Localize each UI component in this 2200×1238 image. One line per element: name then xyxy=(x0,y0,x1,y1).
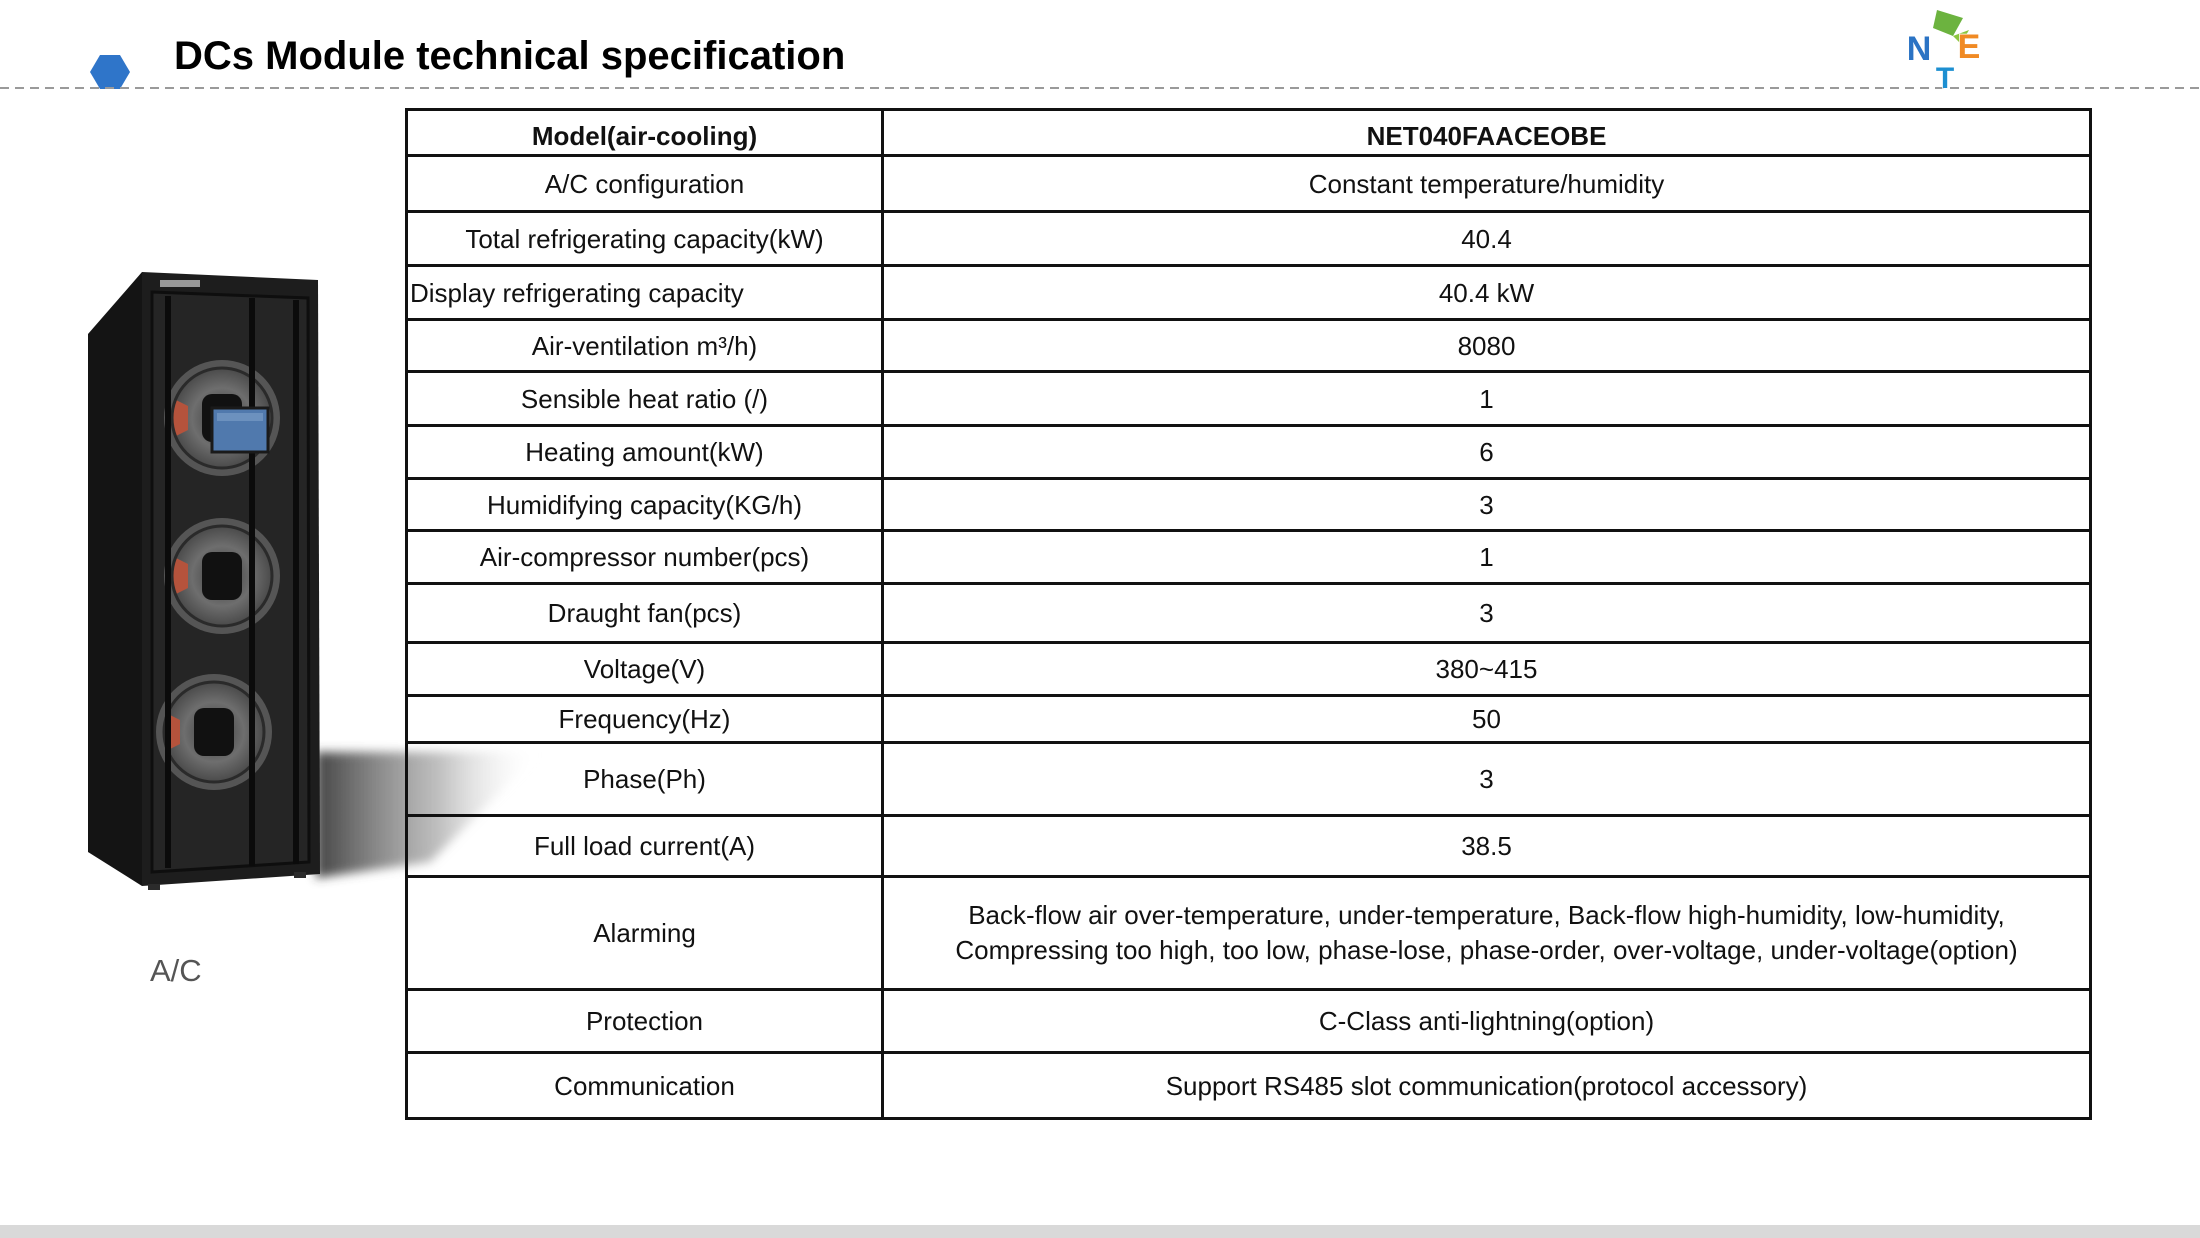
table-row-communication xyxy=(407,1053,2091,1119)
company-logo xyxy=(1895,4,1999,92)
spec-label: Draught fan(pcs) xyxy=(407,584,883,643)
spec-label: Humidifying capacity(KG/h) xyxy=(407,479,883,531)
header-divider xyxy=(0,86,2200,90)
logo-letter-n: N xyxy=(1906,30,1932,68)
image-caption: A/C xyxy=(150,953,202,988)
spec-label: Alarming xyxy=(407,877,883,990)
footer-bar xyxy=(0,1225,2200,1238)
spec-label: Frequency(Hz) xyxy=(407,696,883,743)
table-row-alarming xyxy=(407,877,2091,990)
spec-label: A/C configuration xyxy=(407,156,883,212)
spec-value: 3 xyxy=(883,584,2091,643)
table-row-protection xyxy=(407,990,2091,1053)
page-title: DCs Module technical specification xyxy=(174,34,846,78)
spec-value: 3 xyxy=(883,743,2091,816)
table-row-sensible-heat-ratio xyxy=(407,372,2091,426)
spec-value: Constant temperature/humidity xyxy=(883,156,2091,212)
spec-label: Sensible heat ratio (/) xyxy=(407,372,883,426)
spec-value: 40.4 xyxy=(883,212,2091,266)
table-row-frequency xyxy=(407,696,2091,743)
spec-label: Communication xyxy=(407,1053,883,1119)
spec-label: Heating amount(kW) xyxy=(407,426,883,479)
table-row-display-refrigerating-capacity xyxy=(407,266,2091,320)
spec-value: C-Class anti-lightning(option) xyxy=(883,990,2091,1053)
spec-value: Support RS485 slot communication(protocol accessory) xyxy=(883,1053,2091,1119)
spec-label: Voltage(V) xyxy=(407,643,883,696)
table-row-ac-configuration xyxy=(407,156,2091,212)
table-row-full-load-current xyxy=(407,816,2091,877)
table-row-air-ventilation xyxy=(407,320,2091,372)
table-row-air-compressor-number xyxy=(407,531,2091,584)
spec-value: Back-flow air over-temperature, under-temperature, Back-flow high-humidity, low-humidity, Compressing too high, too low, phase-lose, phase-order, over-voltage, under-voltage(option) xyxy=(883,877,2091,990)
table-header-row xyxy=(407,110,2091,156)
spec-label: Phase(Ph) xyxy=(407,743,883,816)
spec-label: Protection xyxy=(407,990,883,1053)
spec-label: Full load current(A) xyxy=(407,816,883,877)
cabinet-foot xyxy=(148,884,160,890)
spec-value: 380~415 xyxy=(883,643,2091,696)
fan xyxy=(164,518,280,634)
cabinet-side-panel xyxy=(88,272,142,886)
spec-label: Air-ventilation m³/h) xyxy=(407,320,883,372)
spec-label: Display refrigerating capacity xyxy=(407,266,883,320)
spec-table xyxy=(405,108,2092,1120)
table-row-heating-amount xyxy=(407,426,2091,479)
table-row-total-refrigerating-capacity xyxy=(407,212,2091,266)
spec-label: Total refrigerating capacity(kW) xyxy=(407,212,883,266)
brand-plate xyxy=(160,280,200,287)
cabinet-foot xyxy=(294,872,306,878)
logo-letter-e: E xyxy=(1957,28,1981,66)
table-row-humidifying-capacity xyxy=(407,479,2091,531)
spec-value: 38.5 xyxy=(883,816,2091,877)
logo-letter-t: T xyxy=(1935,62,1955,92)
table-row-draught-fan xyxy=(407,584,2091,643)
spec-value: 40.4 kW xyxy=(883,266,2091,320)
spec-label: Air-compressor number(pcs) xyxy=(407,531,883,584)
spec-value: 6 xyxy=(883,426,2091,479)
table-row-phase xyxy=(407,743,2091,816)
spec-value: 1 xyxy=(883,531,2091,584)
spec-value: 50 xyxy=(883,696,2091,743)
table-row-voltage xyxy=(407,643,2091,696)
spec-header-label: Model(air-cooling) xyxy=(407,110,883,156)
spec-header-value: NET040FAACEOBE xyxy=(883,110,2091,156)
spec-value: 3 xyxy=(883,479,2091,531)
spec-value: 8080 xyxy=(883,320,2091,372)
spec-value: 1 xyxy=(883,372,2091,426)
